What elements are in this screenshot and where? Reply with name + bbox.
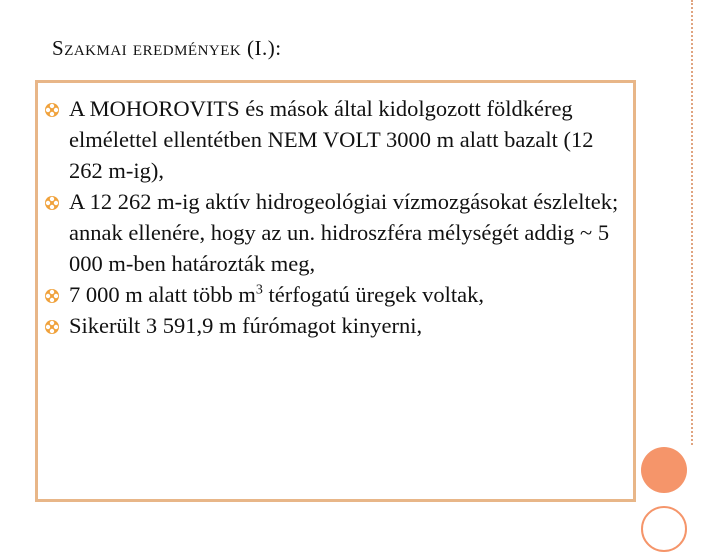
- title-suffix: (I.):: [241, 36, 282, 60]
- bullet-text: A MOHOROVITS és mások által kidolgozott földkéreg elmélettel ellentétben NEM VOLT 3000 m alatt bazalt (12 262 m-ig),: [69, 96, 594, 183]
- bullet-text: A 12 262 m-ig aktív hidrogeológiai vízmozgásokat észleltek; annak ellenére, hogy az un. hidroszféra mélységét addig ~ 5 000 m-ben határozták meg,: [69, 189, 619, 276]
- list-item: [38, 93, 633, 186]
- content-box: [35, 80, 636, 502]
- title-prefix: S: [52, 36, 65, 60]
- decorative-dotted-line: [691, 0, 693, 445]
- orange-flower-icon: [44, 102, 60, 118]
- decorative-filled-circle: [641, 447, 687, 493]
- bullet-text-before: 7 000 m alatt több m: [69, 282, 256, 307]
- list-item: [38, 310, 633, 341]
- superscript: 3: [255, 282, 263, 298]
- slide-title: [52, 36, 282, 61]
- bullet-list: [38, 93, 633, 341]
- list-item: [38, 279, 633, 310]
- bullet-text: Sikerült 3 591,9 m fúrómagot kinyerni,: [69, 313, 423, 338]
- orange-flower-icon: [44, 195, 60, 211]
- bullet-text-after: térfogatú üregek voltak,: [262, 282, 485, 307]
- title-main: zakmai eredmények: [64, 36, 242, 60]
- decorative-ring-circle: [641, 506, 687, 552]
- orange-flower-icon: [44, 319, 60, 335]
- list-item: [38, 186, 633, 279]
- orange-flower-icon: [44, 288, 60, 304]
